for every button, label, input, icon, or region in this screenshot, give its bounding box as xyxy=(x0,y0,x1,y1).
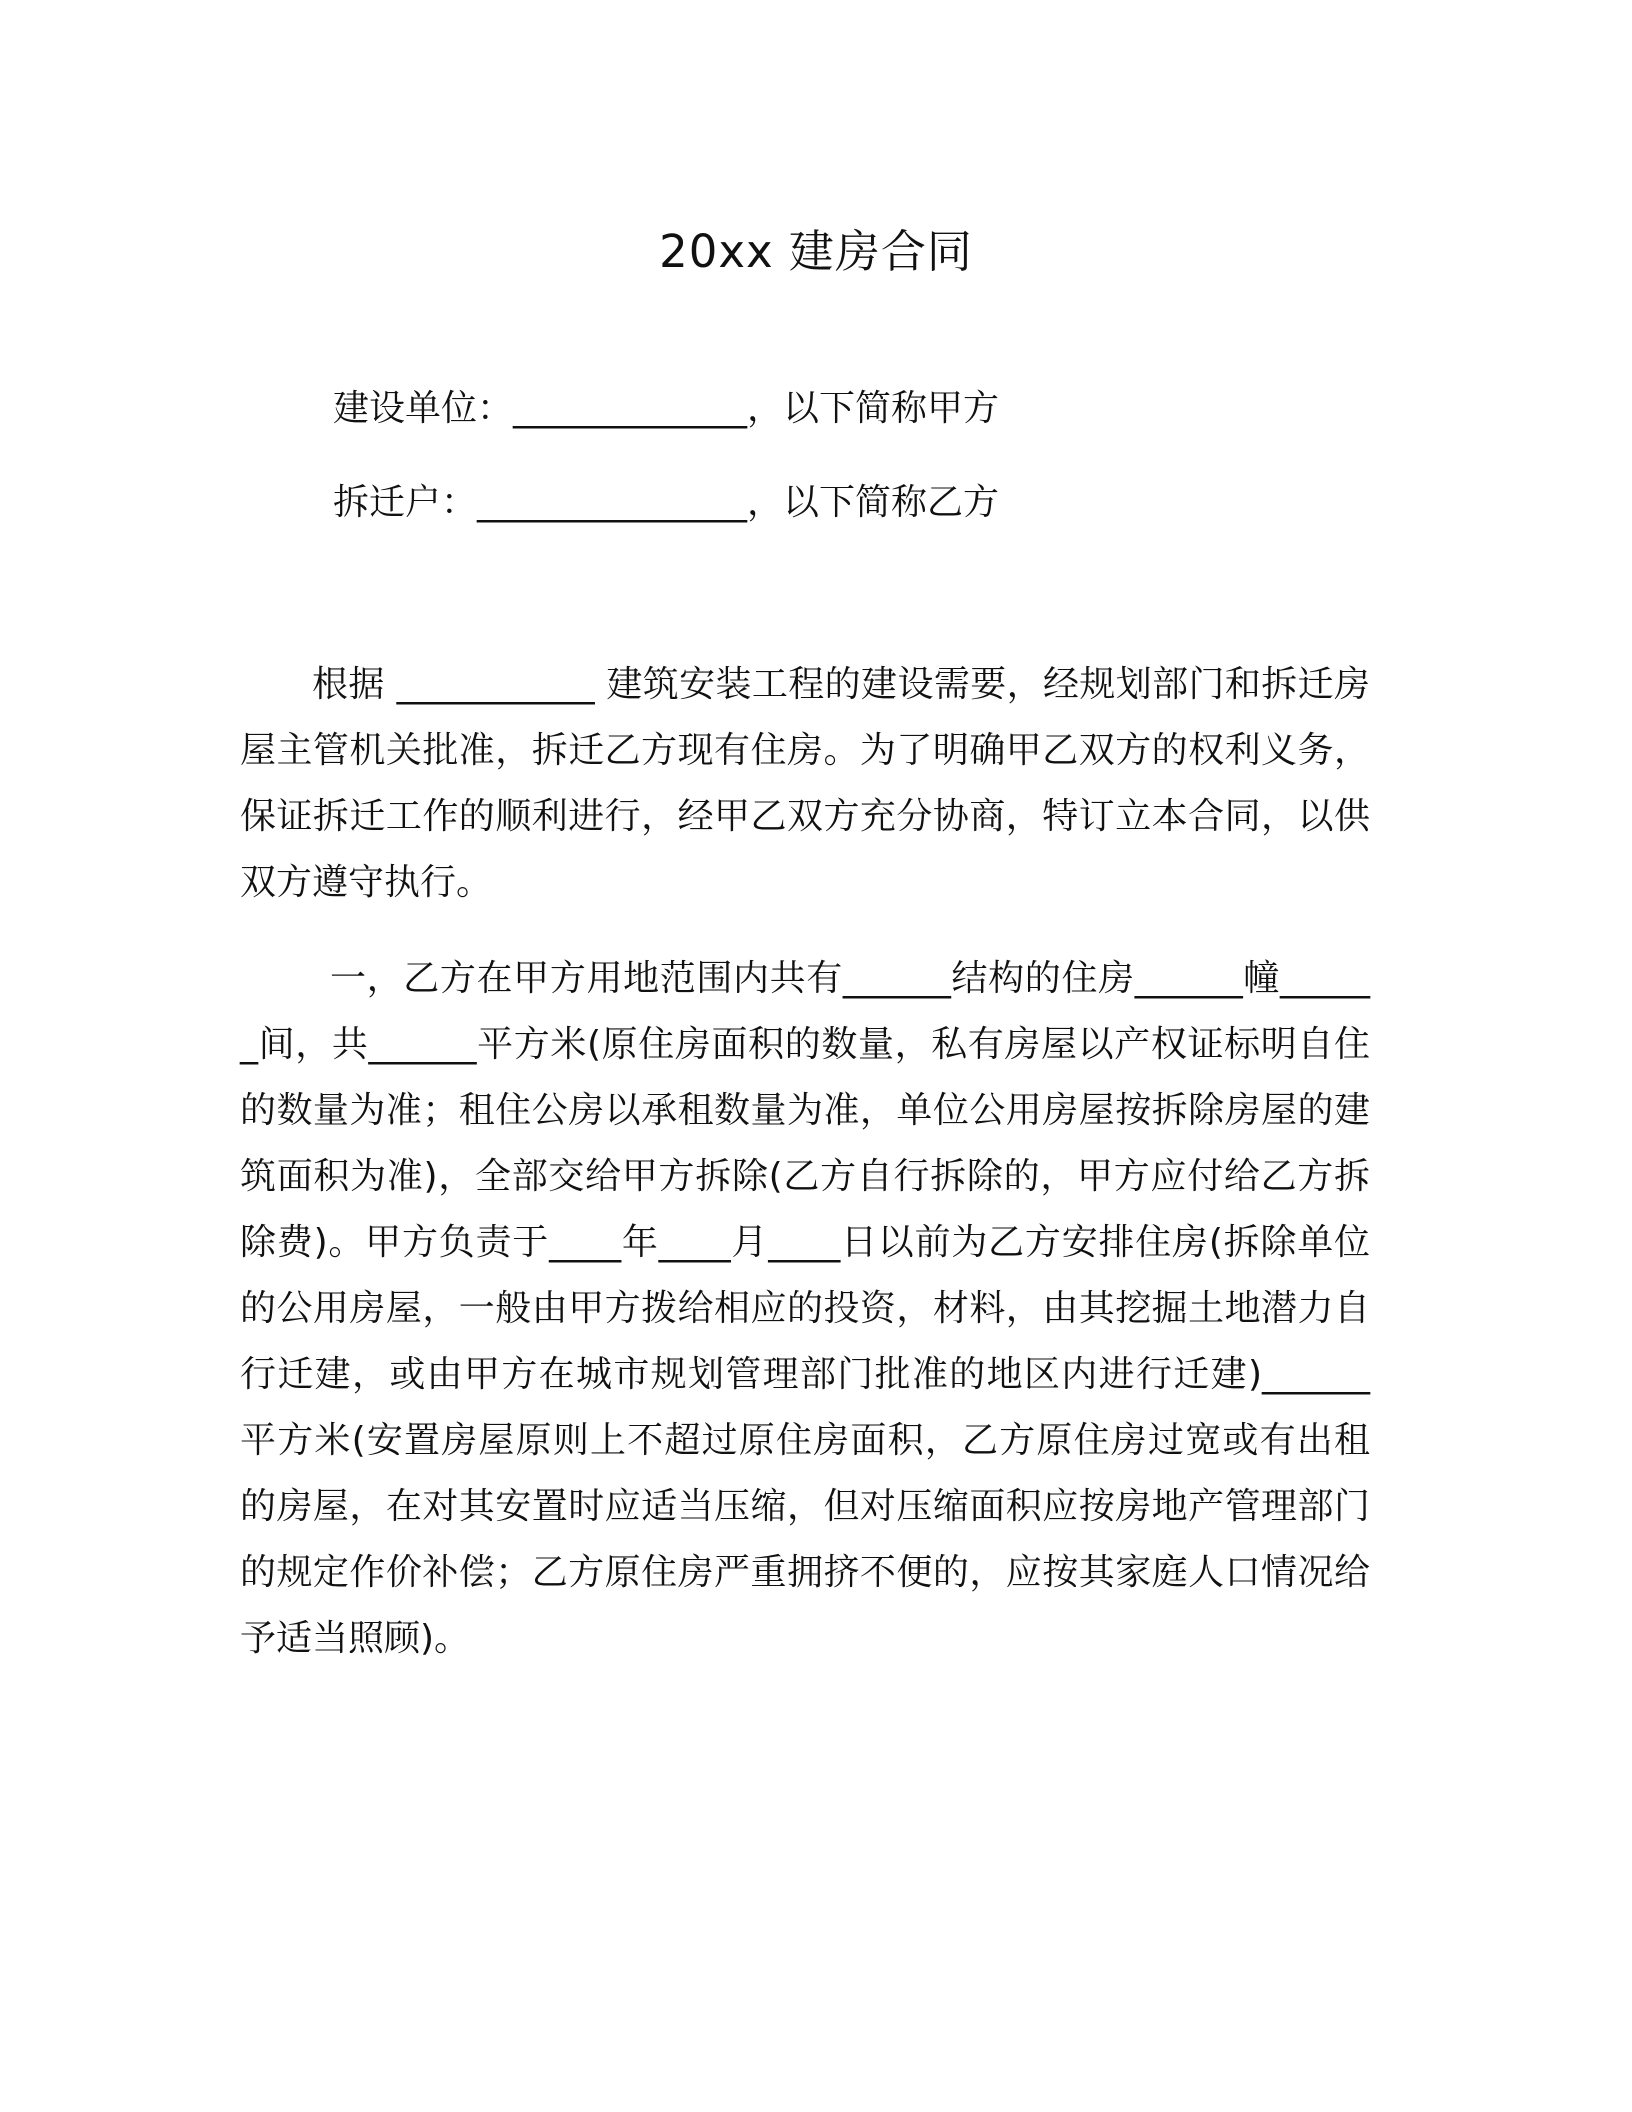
paragraph-intro: 根据 ___________ 建筑安装工程的建设需要，经规划部门和拆迁房屋主管机关批准，拆迁乙方现有住房。为了明确甲乙双方的权利义务，保证拆迁工作的顺利进行，经甲乙双方充分协商，特订立本合同，以供双方遵守执行。 xyxy=(240,664,1370,903)
party-b-line: 拆迁户：_______________，以下简称乙方 xyxy=(333,482,1000,523)
party-a-line: 建设单位：_____________，以下简称甲方 xyxy=(333,388,1000,429)
document-title: 20xx 建房合同 xyxy=(659,225,973,278)
paragraph-clause-1: 一，乙方在甲方用地范围内共有______结构的住房______幢______间，共______平方米(原住房面积的数量，私有房屋以产权证标明自住的数量为准；租住公房以承租数量为准，单位公用房屋按拆除房屋的建筑面积为准)，全部交给甲方拆除(乙方自行拆除的，甲方应付给乙方拆除费)。甲方负责于____年____月____日以前为乙方安排住房(拆除单位的公用房屋，一般由甲方拨给相应的投资，材料，由其挖掘土地潜力自行迁建，或由甲方在城市规划管理部门批准的地区内进行迁建)______平方米(安置房屋原则上不超过原住房面积，乙方原住房过宽或有出租的房屋，在对其安置时应适当压缩，但对压缩面积应按房地产管理部门的规定作价补偿；乙方原住房严重拥挤不便的，应按其家庭人口情况给予适当照顾)。 xyxy=(240,958,1370,1659)
